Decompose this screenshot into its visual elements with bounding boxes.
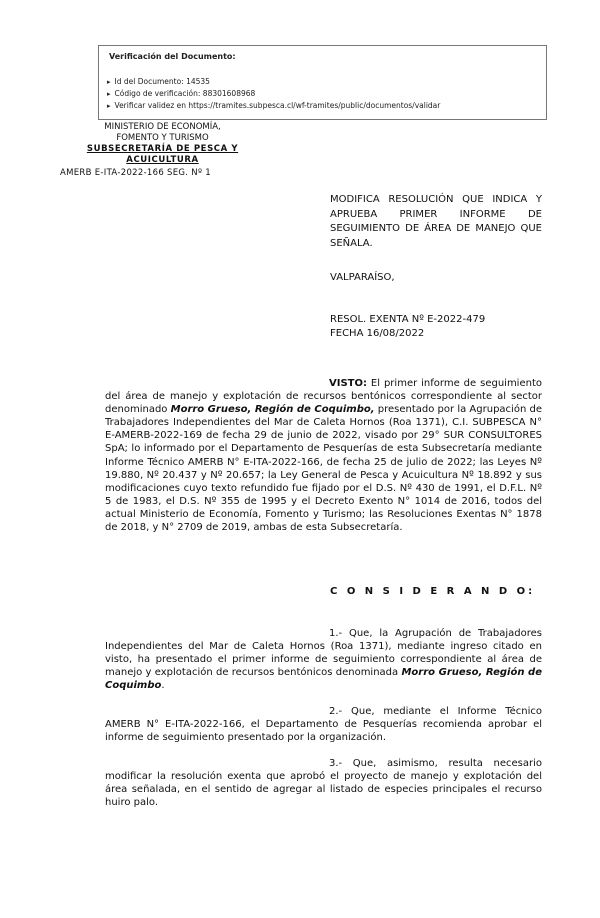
considerando-2-text: 2.- Que, mediante el Informe Técnico AMERB N° E-ITA-2022-166, el Departamento de Pesquerías recomienda aprobar el informe de seguimiento presentado por la organización. <box>105 706 542 744</box>
ministry-name-line2: FOMENTO Y TURISMO <box>116 133 209 143</box>
verification-list <box>107 76 440 112</box>
resolution-number: RESOL. EXENTA Nº E-2022-479 <box>330 314 486 325</box>
verification-doc-id: ▸ Id del Documento: 14535 <box>107 76 440 88</box>
considerando-heading: C O N S I D E R A N D O: <box>330 586 536 597</box>
verification-code: ▸ Código de verificación: 88301608968 <box>107 88 440 100</box>
resolution-number-block <box>330 313 485 341</box>
visto-text-b: presentado por la Agrupación de Trabajadores Independientes del Mar de Caleta Hornos (Roa 1371), C.I. SUBPESCA N° E-AMERB-2022-169 de fecha 29 de junio de 2022, visado por 29° SUR CONSULTORES SpA; lo informado por el Departamento de Pesquerías de esta Subsecretaría mediante Informe Técnico AMERB N° E-ITA-2022-166, de fecha 25 de julio de 2022; las Leyes Nº 19.880, Nº 20.437 y Nº 20.657; la Ley General de Pesca y Acuicultura Nº 18.892 y sus modificaciones cuyo texto refundido fue fijado por el D.S. Nº 430 de 1991, el D.F.L. Nº 5 de 1983, el D.S. Nº 355 de 1995 y el Decreto Exento N° 1014 de 2016, todos del actual Ministerio de Economía, Fomento y Turismo; las Resoluciones Exentas N° 1878 de 2018, y N° 2709 de 2019, ambas de esta Subsecretaría. <box>105 404 542 534</box>
considerando-paragraph-2 <box>105 705 542 744</box>
considerando-paragraph-3 <box>105 757 542 809</box>
considerando-3-text: 3.- Que, asimismo, resulta necesario modificar la resolución exenta que aprobó el proyecto de manejo y explotación del área señalada, en el sentido de agregar al listado de especies principales el recurso huiro palo. <box>105 758 542 809</box>
resolution-heading: MODIFICA RESOLUCIÓN QUE INDICA Y APRUEBA PRIMER INFORME DE SEGUIMIENTO DE ÁREA DE MANEJO QUE SEÑALA. <box>330 194 542 249</box>
place: VALPARAÍSO, <box>330 272 395 283</box>
considerando-1-text: 1.- Que, la Agrupación de Trabajadores Independientes del Mar de Caleta Hornos (Roa 1371), mediante ingreso citado en visto, ha presentado el primer informe de seguimiento correspondiente al área de manejo y explotación de recursos bentónicos denominada <box>105 628 542 679</box>
visto-sector: Morro Grueso, Región de Coquimbo, <box>170 404 375 416</box>
ministry-name-line1: MINISTERIO DE ECONOMÍA, <box>104 122 221 132</box>
visto-text-a: El primer informe de seguimiento del área de manejo y explotación de recursos bentónicos correspondiente al sector denominado <box>105 378 542 416</box>
subsecretaria-line1: SUBSECRETARÍA DE PESCA Y <box>86 144 239 154</box>
document-reference: AMERB E-ITA-2022-166 SEG. Nº 1 <box>60 168 211 178</box>
subsecretaria-line2: ACUICULTURA <box>126 155 199 165</box>
considerando-paragraph-1 <box>105 627 542 692</box>
verification-link[interactable]: ▸ Verificar validez en https://tramites.subpesca.cl/wf-tramites/public/documentos/validar <box>107 100 440 112</box>
visto-paragraph <box>105 377 542 534</box>
ministry-header <box>55 122 270 166</box>
considerando-1-sector: Morro Grueso, Región de Coquimbo <box>105 667 542 692</box>
considerando-1-end: . <box>161 680 165 692</box>
resolution-date: FECHA 16/08/2022 <box>330 328 425 339</box>
visto-label: VISTO: <box>329 378 367 389</box>
verification-title: Verificación del Documento: <box>109 52 236 61</box>
verification-box <box>98 45 547 120</box>
